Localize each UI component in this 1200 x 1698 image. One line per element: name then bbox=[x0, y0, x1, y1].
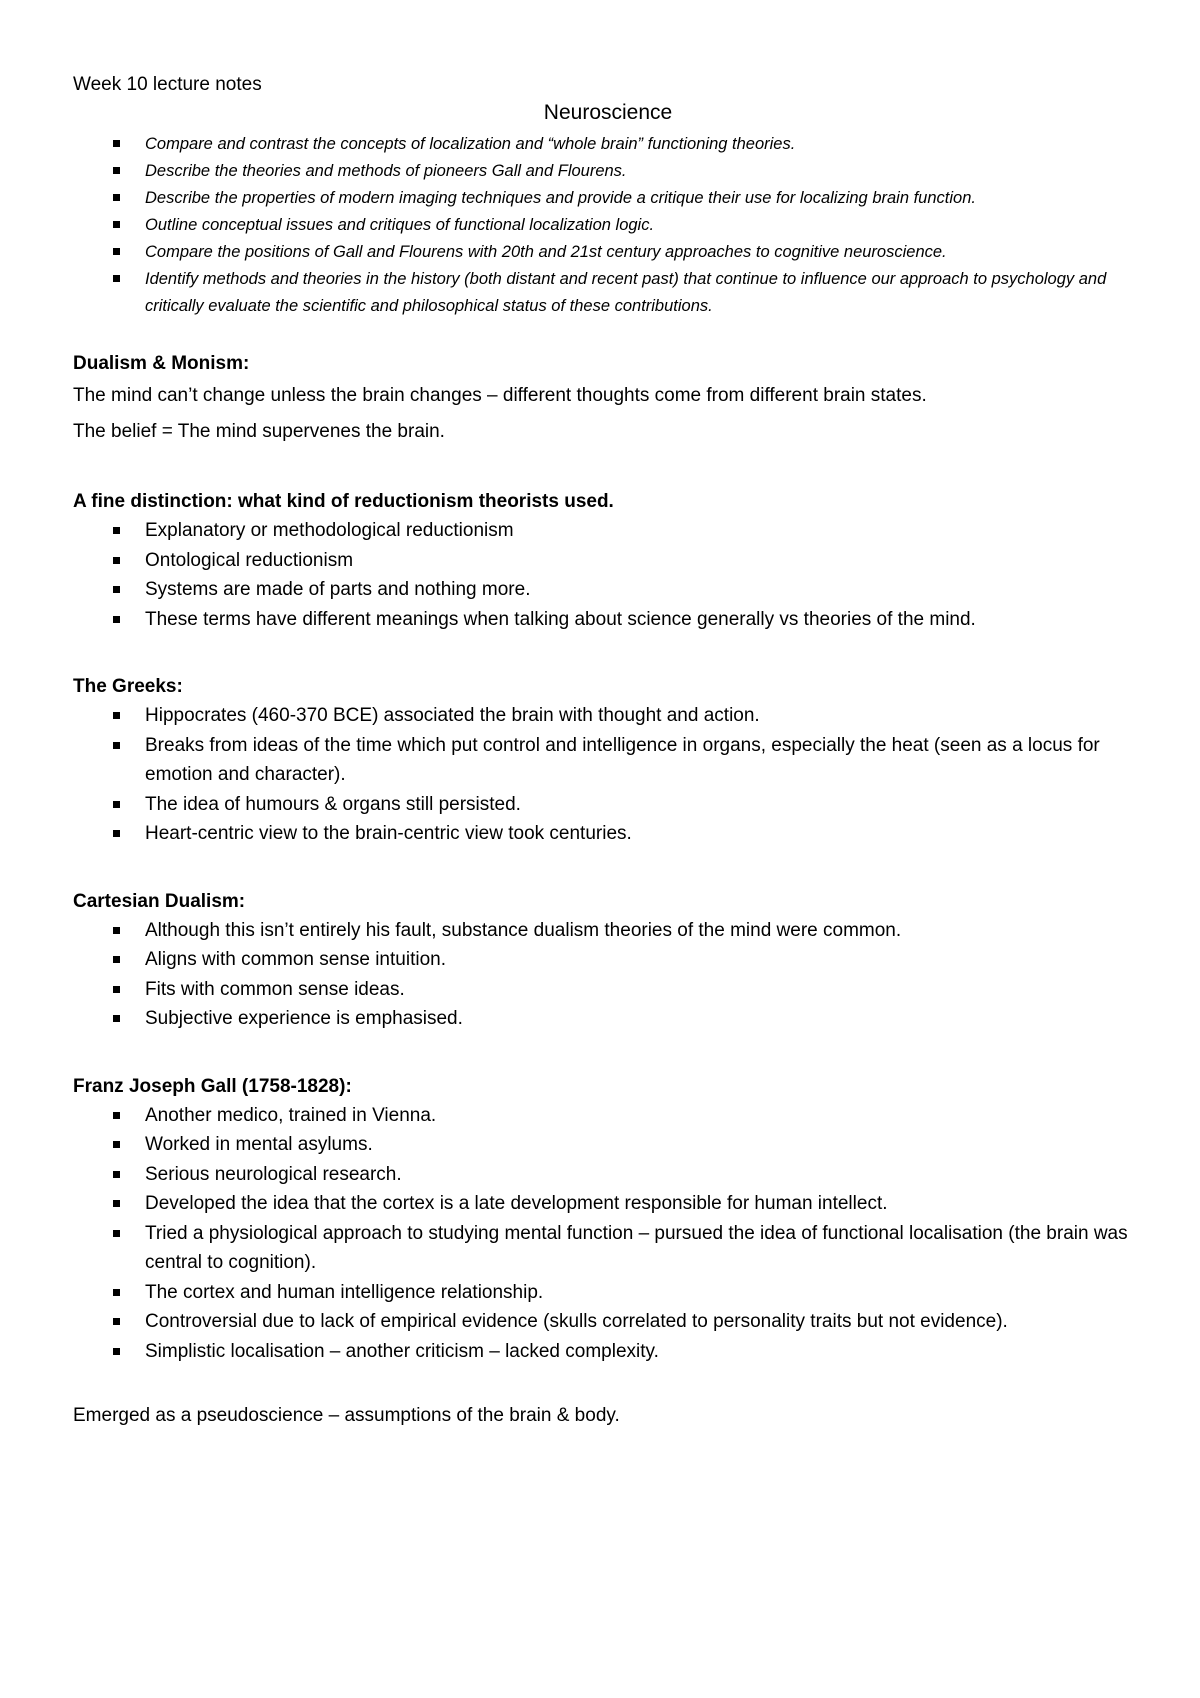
list-item: Ontological reductionism bbox=[73, 546, 1143, 576]
section-heading-reductionism: A fine distinction: what kind of reductionism theorists used. bbox=[73, 491, 614, 512]
section-heading-cartesian: Cartesian Dualism: bbox=[73, 890, 246, 912]
objectives-list bbox=[73, 131, 1143, 320]
list-item: Breaks from ideas of the time which put control and intelligence in organs, especially the heat (seen as a locus for emotion and character). bbox=[73, 731, 1143, 790]
list-item: The cortex and human intelligence relationship. bbox=[73, 1278, 1143, 1308]
list-item: Aligns with common sense intuition. bbox=[73, 945, 1143, 975]
greeks-list bbox=[73, 701, 1143, 849]
objective-item: Describe the properties of modern imaging techniques and provide a critique their use for localizing brain function. bbox=[73, 185, 1143, 212]
list-item: Developed the idea that the cortex is a late development responsible for human intellect. bbox=[73, 1189, 1143, 1219]
list-item: Controversial due to lack of empirical evidence (skulls correlated to personality traits but not evidence). bbox=[73, 1307, 1143, 1337]
list-item: These terms have different meanings when talking about science generally vs theories of the mind. bbox=[73, 605, 1143, 635]
section-heading-dualism: Dualism & Monism: bbox=[73, 353, 250, 374]
list-item: Subjective experience is emphasised. bbox=[73, 1004, 1143, 1034]
page-title: Neuroscience bbox=[543, 101, 673, 124]
list-item: Although this isn’t entirely his fault, substance dualism theories of the mind were common. bbox=[73, 916, 1143, 946]
list-item: Worked in mental asylums. bbox=[73, 1130, 1143, 1160]
list-item: Serious neurological research. bbox=[73, 1160, 1143, 1190]
list-item: Heart-centric view to the brain-centric view took centuries. bbox=[73, 819, 1143, 849]
list-item: Tried a physiological approach to studying mental function – pursued the idea of functional localisation (the brain was central to cognition). bbox=[73, 1219, 1143, 1278]
list-item: Systems are made of parts and nothing more. bbox=[73, 575, 1143, 605]
section-heading-gall: Franz Joseph Gall (1758-1828): bbox=[73, 1075, 352, 1097]
cartesian-list bbox=[73, 916, 1143, 1034]
list-item: Hippocrates (460-370 BCE) associated the brain with thought and action. bbox=[73, 701, 1143, 731]
list-item: Explanatory or methodological reductionism bbox=[73, 516, 1143, 546]
objective-item: Identify methods and theories in the history (both distant and recent past) that continue to influence our approach to psychology and critically evaluate the scientific and philosophical status of these contributions. bbox=[73, 266, 1143, 320]
objective-item: Compare and contrast the concepts of localization and “whole brain” functioning theories. bbox=[73, 131, 1143, 158]
objective-item: Outline conceptual issues and critiques of functional localization logic. bbox=[73, 212, 1143, 239]
list-item: Simplistic localisation – another criticism – lacked complexity. bbox=[73, 1337, 1143, 1367]
gall-list bbox=[73, 1101, 1143, 1367]
section-heading-greeks: The Greeks: bbox=[73, 676, 183, 697]
dualism-line: The belief = The mind supervenes the brain. bbox=[73, 421, 445, 442]
objective-item: Compare the positions of Gall and Flourens with 20th and 21st century approaches to cognitive neuroscience. bbox=[73, 239, 1143, 266]
reductionism-list bbox=[73, 516, 1143, 634]
list-item: Fits with common sense ideas. bbox=[73, 975, 1143, 1005]
document-page bbox=[73, 72, 1143, 1434]
dualism-line: The mind can’t change unless the brain changes – different thoughts come from different brain states. bbox=[73, 385, 927, 406]
objective-item: Describe the theories and methods of pioneers Gall and Flourens. bbox=[73, 158, 1143, 185]
list-item: Another medico, trained in Vienna. bbox=[73, 1101, 1143, 1131]
list-item: The idea of humours & organs still persisted. bbox=[73, 790, 1143, 820]
closing-line: Emerged as a pseudoscience – assumptions of the brain & body. bbox=[73, 1405, 620, 1426]
document-header: Week 10 lecture notes bbox=[73, 74, 262, 95]
